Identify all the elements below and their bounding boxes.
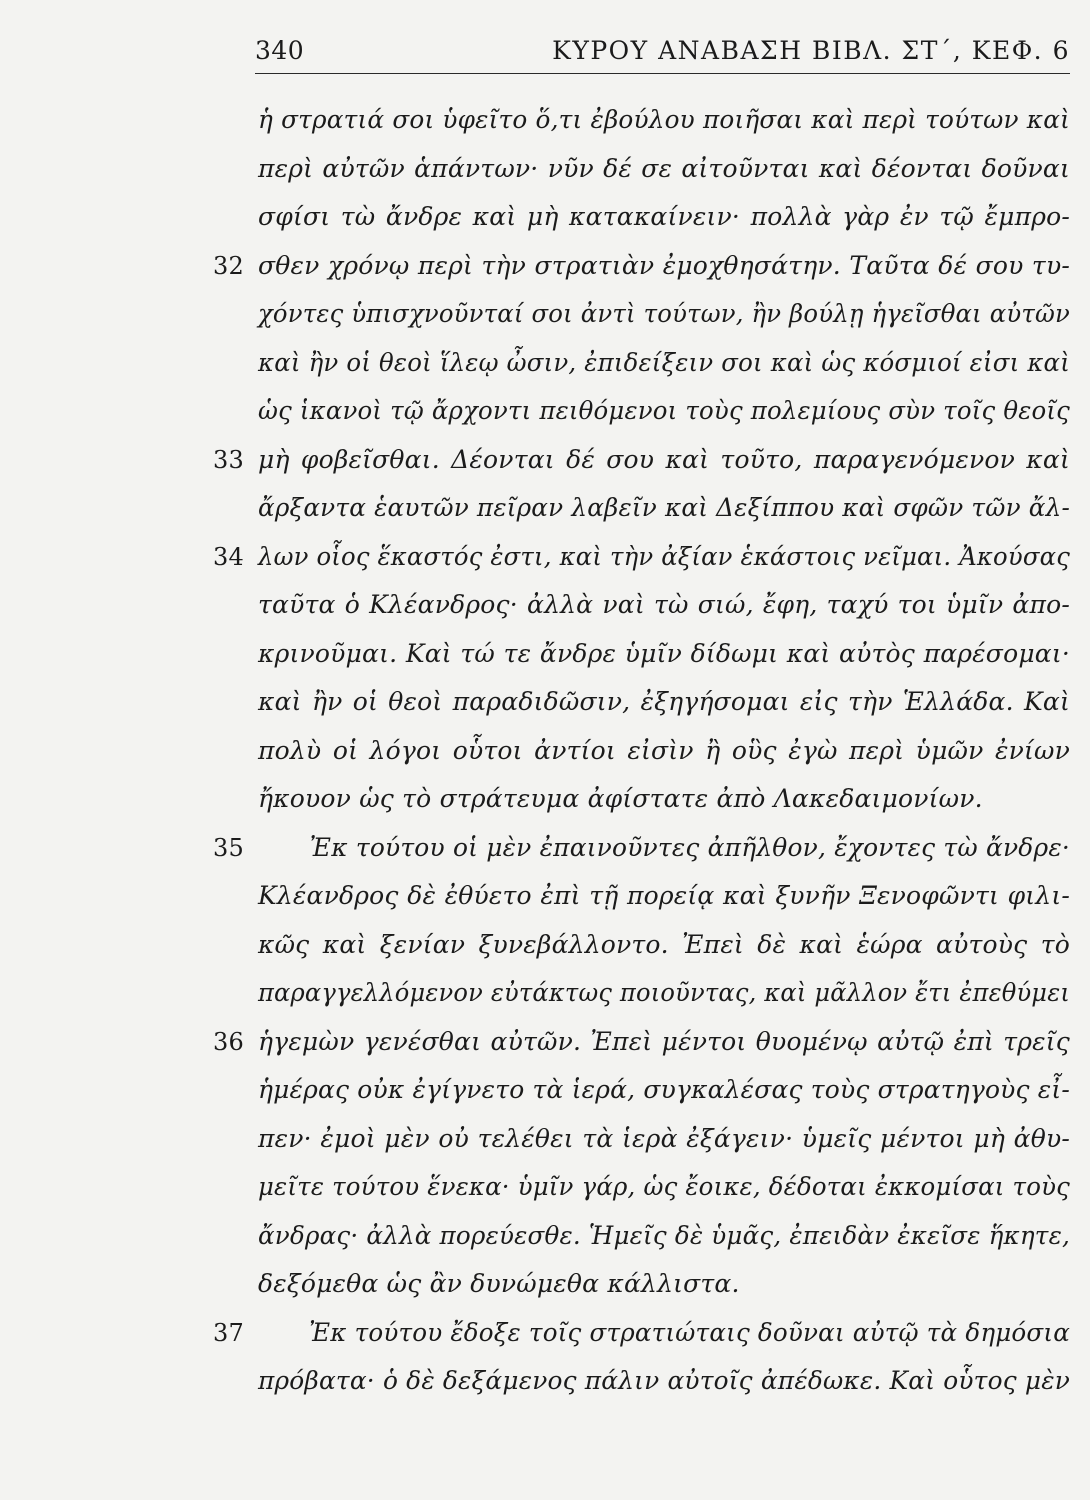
line-text: ἡγεμὼν γενέσθαι αὐτῶν. Ἐπεὶ μέντοι θυομένῳ αὐτῷ ἐπὶ τρεῖς bbox=[258, 1026, 1070, 1056]
text-line bbox=[258, 193, 1078, 242]
text-line bbox=[258, 290, 1078, 339]
line-text: κῶς καὶ ξενίαν ξυνεβάλλοντο. Ἐπεὶ δὲ καὶ ἑώρα αὐτοὺς τὸ bbox=[258, 929, 1070, 959]
section-number: 32 bbox=[213, 251, 244, 280]
greek-text-body bbox=[213, 96, 1078, 1406]
line-text: ὡς ἱκανοὶ τῷ ἄρχοντι πειθόμενοι τοὺς πολεμίους σὺν τοῖς θεοῖς bbox=[258, 396, 1070, 425]
line-text: περὶ αὐτῶν ἁπάντων· νῦν δέ σε αἰτοῦνται καὶ δέονται δοῦναι bbox=[258, 153, 1070, 183]
line-text: πεν· ἐμοὶ μὲν οὐ τελέθει τὰ ἱερὰ ἐξάγειν· ὑμεῖς μέντοι μὴ ἀθυ- bbox=[258, 1123, 1070, 1153]
text-line bbox=[258, 1066, 1078, 1115]
section-number: 37 bbox=[213, 1318, 244, 1347]
text-line bbox=[258, 727, 1078, 776]
line-text: καὶ ἢν οἱ θεοὶ παραδιδῶσιν, ἐξηγήσομαι εἰς τὴν Ἑλλάδα. Καὶ bbox=[258, 687, 1070, 716]
page-number: 340 bbox=[255, 36, 305, 65]
line-text: πολὺ οἱ λόγοι οὗτοι ἀντίοι εἰσὶν ἢ οὓς ἐγὼ περὶ ὑμῶν ἐνίων bbox=[258, 735, 1070, 765]
line-text: καὶ ἢν οἱ θεοὶ ἵλεῳ ὦσιν, ἐπιδείξειν σοι καὶ ὡς κόσμιοί εἰσι καὶ bbox=[258, 347, 1070, 377]
line-text: ἡμέρας οὐκ ἐγίγνετο τὰ ἱερά, συγκαλέσας τοὺς στρατηγοὺς εἶ- bbox=[258, 1075, 1070, 1104]
text-line bbox=[258, 145, 1078, 194]
line-text: πρόβατα· ὁ δὲ δεξάμενος πάλιν αὐτοῖς ἀπέδωκε. Καὶ οὗτος μὲν bbox=[258, 1366, 1070, 1395]
line-text: λων οἷος ἕκαστός ἐστι, καὶ τὴν ἀξίαν ἑκάστοις νεῖμαι. Ἀκούσας bbox=[258, 541, 1070, 571]
text-line bbox=[258, 775, 1078, 824]
text-line bbox=[213, 1018, 1078, 1067]
line-text: ἤκουον ὡς τὸ στράτευμα ἀφίστατε ἀπὸ Λακεδαιμονίων. bbox=[258, 784, 983, 813]
text-line bbox=[258, 678, 1078, 727]
line-text: μεῖτε τούτου ἕνεκα· ὑμῖν γάρ, ὡς ἔοικε, δέδοται ἐκκομίσαι τοὺς bbox=[258, 1172, 1070, 1201]
line-text: σφίσι τὼ ἄνδρε καὶ μὴ κατακαίνειν· πολλὰ γὰρ ἐν τῷ ἔμπρο- bbox=[258, 202, 1070, 231]
text-line bbox=[213, 824, 1078, 873]
section-number: 34 bbox=[213, 542, 244, 571]
text-line bbox=[258, 387, 1078, 436]
text-line bbox=[258, 630, 1078, 679]
line-text: ἡ στρατιά σοι ὑφεῖτο ὅ,τι ἐβούλου ποιῆσαι καὶ περὶ τούτων καὶ bbox=[258, 105, 1070, 134]
text-line bbox=[213, 533, 1078, 582]
line-text: Ἐκ τούτου οἱ μὲν ἐπαινοῦντες ἀπῆλθον, ἔχοντες τὼ ἄνδρε· bbox=[309, 832, 1070, 862]
line-text: Κλέανδρος δὲ ἐθύετο ἐπὶ τῇ πορείᾳ καὶ ξυνῆν Ξενοφῶντι φιλι- bbox=[258, 881, 1070, 910]
text-line bbox=[258, 1115, 1078, 1164]
text-line bbox=[213, 1309, 1078, 1358]
line-text: ταῦτα ὁ Κλέανδρος· ἀλλὰ ναὶ τὼ σιώ, ἔφη, ταχύ τοι ὑμῖν ἀπο- bbox=[258, 590, 1070, 619]
text-line bbox=[258, 1357, 1078, 1406]
section-number: 33 bbox=[213, 445, 244, 474]
text-line bbox=[258, 1260, 1078, 1309]
line-text: παραγγελλόμενον εὐτάκτως ποιοῦντας, καὶ μᾶλλον ἔτι ἐπεθύμει bbox=[258, 978, 1070, 1007]
text-line bbox=[258, 1163, 1078, 1212]
text-line bbox=[258, 339, 1078, 388]
text-line bbox=[258, 484, 1078, 533]
line-text: κρινοῦμαι. Καὶ τώ τε ἄνδρε ὑμῖν δίδωμι καὶ αὐτὸς παρέσομαι· bbox=[258, 638, 1070, 668]
section-number: 35 bbox=[213, 833, 244, 862]
text-line bbox=[213, 436, 1078, 485]
line-text: δεξόμεθα ὡς ἂν δυνώμεθα κάλλιστα. bbox=[258, 1269, 740, 1298]
page-header bbox=[255, 36, 1070, 76]
text-line bbox=[258, 96, 1078, 145]
line-text: ἄρξαντα ἑαυτῶν πεῖραν λαβεῖν καὶ Δεξίππου καὶ σφῶν τῶν ἄλ- bbox=[258, 493, 1070, 522]
text-line bbox=[258, 872, 1078, 921]
text-line bbox=[258, 581, 1078, 630]
line-text: μὴ φοβεῖσθαι. Δέονται δέ σου καὶ τοῦτο, παραγενόμενον καὶ bbox=[258, 444, 1070, 474]
line-text: ἄνδρας· ἀλλὰ πορεύεσθε. Ἡμεῖς δὲ ὑμᾶς, ἐπειδὰν ἐκεῖσε ἥκητε, bbox=[258, 1220, 1070, 1250]
line-text: Ἐκ τούτου ἔδοξε τοῖς στρατιώταις δοῦναι αὐτῷ τὰ δημόσια bbox=[309, 1317, 1070, 1347]
text-line bbox=[213, 242, 1078, 291]
section-number: 36 bbox=[213, 1027, 244, 1056]
text-line bbox=[258, 969, 1078, 1018]
line-text: σθεν χρόνῳ περὶ τὴν στρατιὰν ἐμοχθησάτην. Ταῦτα δέ σου τυ- bbox=[258, 250, 1070, 280]
line-text: χόντες ὑπισχνοῦνταί σοι ἀντὶ τούτων, ἢν βούλῃ ἡγεῖσθαι αὐτῶν bbox=[258, 299, 1070, 328]
text-line bbox=[258, 1212, 1078, 1261]
running-head: ΚΥΡΟΥ ΑΝΑΒΑΣΗ ΒΙΒΛ. ΣΤ΄, ΚΕΦ. 6 bbox=[552, 36, 1070, 65]
header-rule bbox=[255, 73, 1070, 74]
text-line bbox=[258, 921, 1078, 970]
